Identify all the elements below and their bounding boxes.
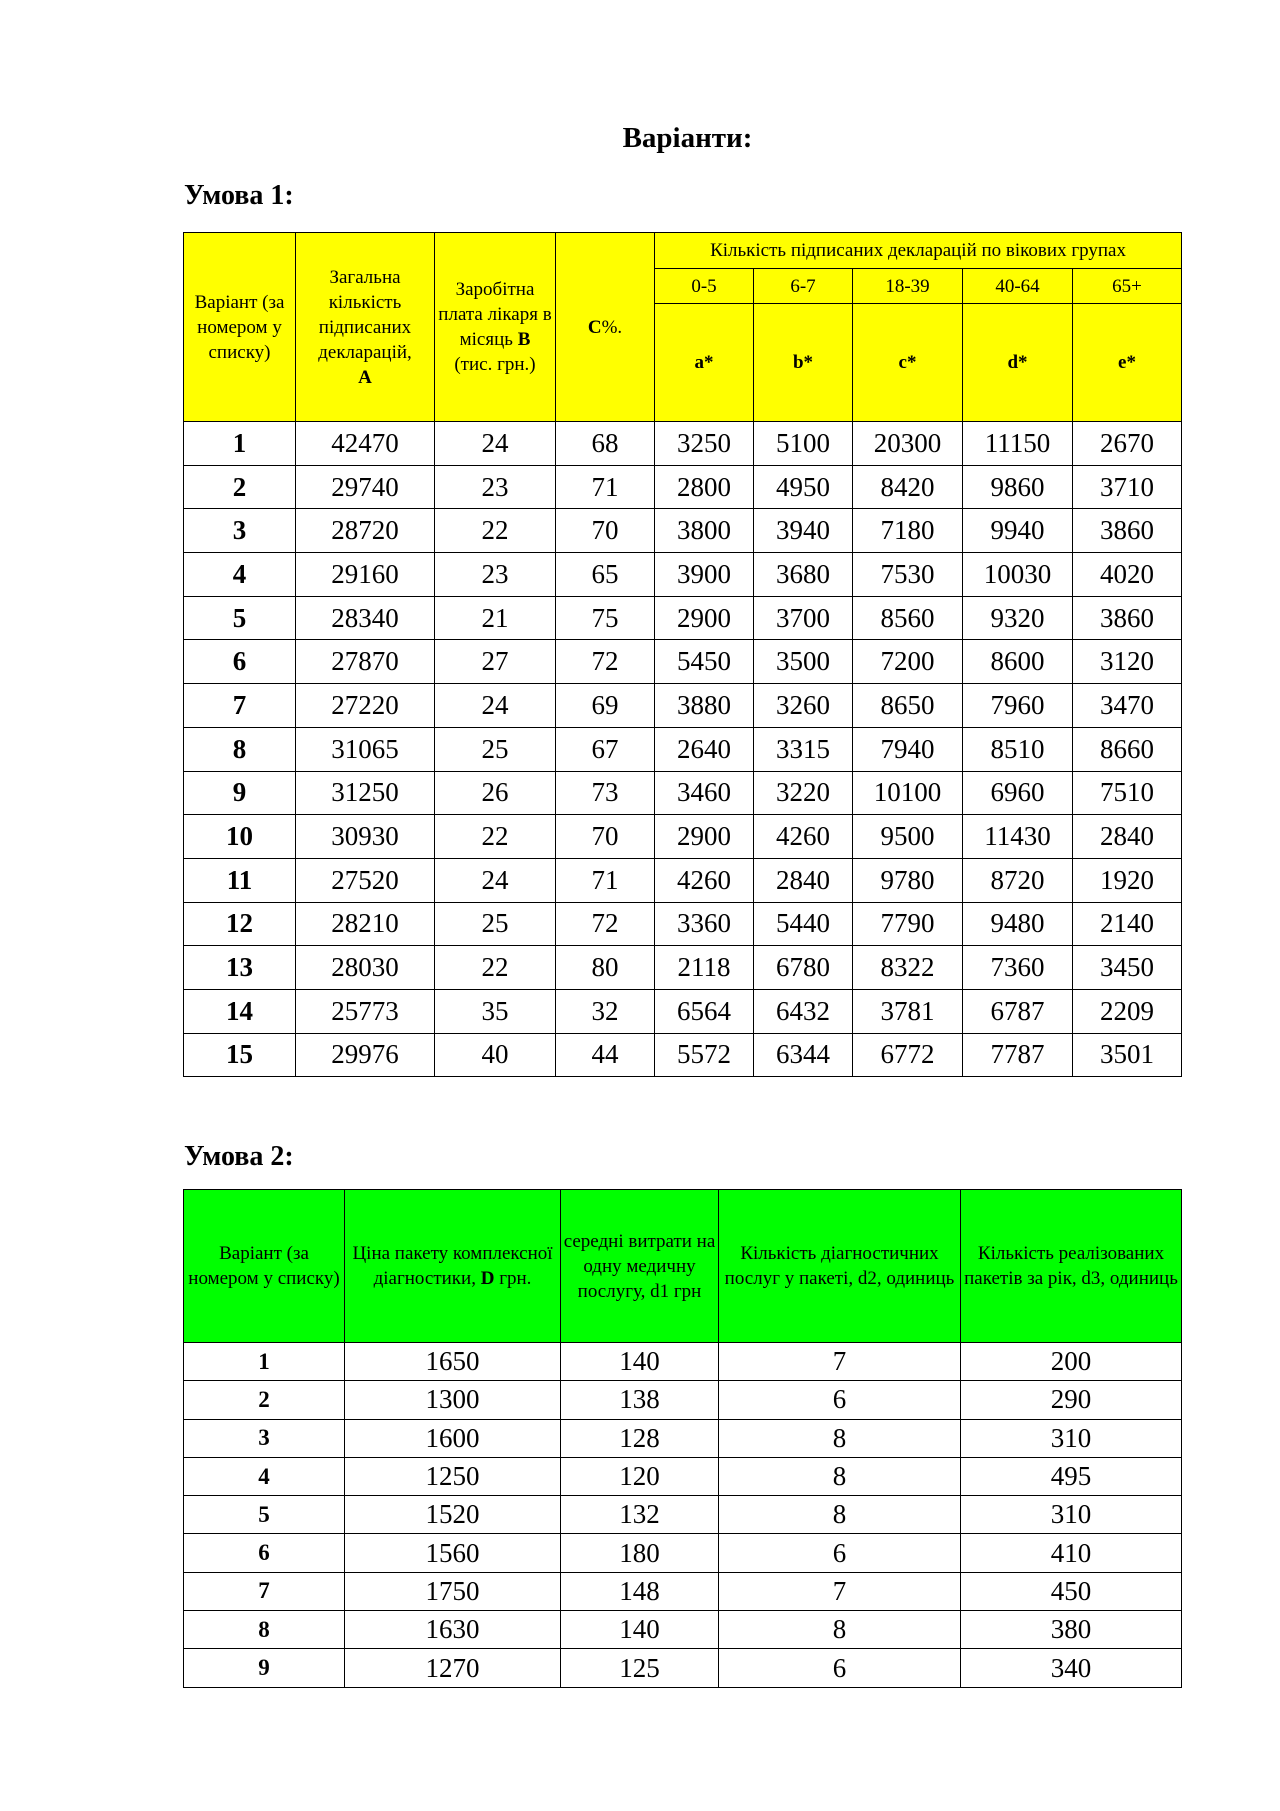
- table-cell: 8: [719, 1496, 961, 1534]
- table-cell: 67: [556, 727, 655, 771]
- table-cell: 7940: [853, 727, 963, 771]
- variant-number-cell: 2: [184, 465, 296, 509]
- variant-number-cell: 8: [184, 1611, 345, 1649]
- table-cell: 3880: [655, 684, 754, 728]
- table-cell: 28030: [296, 946, 435, 990]
- table-cell: 2800: [655, 465, 754, 509]
- table-row: [184, 640, 1182, 684]
- table-cell: 2670: [1073, 422, 1182, 466]
- table-cell: 8660: [1073, 727, 1182, 771]
- table-cell: 3500: [754, 640, 853, 684]
- table-cell: 70: [556, 815, 655, 859]
- table-row: [184, 858, 1182, 902]
- table-cell: 3260: [754, 684, 853, 728]
- age-group-0-5: 0-5: [655, 269, 754, 304]
- table-cell: 23: [435, 465, 556, 509]
- table-cell: 8: [719, 1419, 961, 1457]
- table-cell: 20300: [853, 422, 963, 466]
- table-cell: 450: [961, 1572, 1182, 1610]
- variant-number-cell: 11: [184, 858, 296, 902]
- table-cell: 138: [561, 1381, 719, 1419]
- variant-number-cell: 7: [184, 1572, 345, 1610]
- condition-2-table: [183, 1189, 1182, 1688]
- table-cell: 3800: [655, 509, 754, 553]
- table-cell: 410: [961, 1534, 1182, 1572]
- variant-number-cell: 4: [184, 553, 296, 597]
- age-group-6-7: 6-7: [754, 269, 853, 304]
- table-cell: 8560: [853, 596, 963, 640]
- table-cell: 24: [435, 422, 556, 466]
- table-cell: 3460: [655, 771, 754, 815]
- table-row: [184, 422, 1182, 466]
- table-cell: 380: [961, 1611, 1182, 1649]
- table-cell: 1250: [345, 1457, 561, 1495]
- table-cell: 31065: [296, 727, 435, 771]
- table-cell: 200: [961, 1343, 1182, 1381]
- table-cell: 27870: [296, 640, 435, 684]
- table-cell: 7200: [853, 640, 963, 684]
- table-cell: 28340: [296, 596, 435, 640]
- table-cell: 24: [435, 858, 556, 902]
- variant-number-cell: 4: [184, 1457, 345, 1495]
- table-cell: 1560: [345, 1534, 561, 1572]
- table-cell: 7530: [853, 553, 963, 597]
- table-row: [184, 902, 1182, 946]
- table-cell: 5100: [754, 422, 853, 466]
- variant-number-cell: 1: [184, 1343, 345, 1381]
- variant-number-cell: 5: [184, 1496, 345, 1534]
- table-cell: 21: [435, 596, 556, 640]
- condition-2-body: [184, 1343, 1182, 1688]
- header2-variant: Варіант (за номером у списку): [184, 1190, 345, 1343]
- header-salary-symbol: В: [517, 329, 531, 350]
- table-row: [184, 1381, 1182, 1419]
- table-cell: 5450: [655, 640, 754, 684]
- table-cell: 3860: [1073, 509, 1182, 553]
- table-cell: 69: [556, 684, 655, 728]
- table-cell: 71: [556, 465, 655, 509]
- table-row: [184, 1611, 1182, 1649]
- table-cell: 4020: [1073, 553, 1182, 597]
- age-symbol-b: b*: [754, 304, 853, 422]
- table-cell: 25: [435, 902, 556, 946]
- table-cell: 3940: [754, 509, 853, 553]
- table-cell: 4260: [655, 858, 754, 902]
- table-cell: 3710: [1073, 465, 1182, 509]
- variant-number-cell: 3: [184, 1419, 345, 1457]
- table-cell: 3700: [754, 596, 853, 640]
- table-cell: 23: [435, 553, 556, 597]
- table-cell: 2840: [1073, 815, 1182, 859]
- table-cell: 73: [556, 771, 655, 815]
- table-cell: 4260: [754, 815, 853, 859]
- table-cell: 25: [435, 727, 556, 771]
- table-cell: 24: [435, 684, 556, 728]
- table-cell: 3120: [1073, 640, 1182, 684]
- condition-1-table: [183, 232, 1182, 1077]
- header-total-text: Загальна кількість підписаних декларацій,: [318, 266, 412, 363]
- table-cell: 30930: [296, 815, 435, 859]
- table-cell: 70: [556, 509, 655, 553]
- table-row: [184, 596, 1182, 640]
- table-cell: 29976: [296, 1033, 435, 1077]
- table-cell: 35: [435, 989, 556, 1033]
- table-row: [184, 1649, 1182, 1687]
- table-cell: 2140: [1073, 902, 1182, 946]
- table-cell: 29160: [296, 553, 435, 597]
- table-cell: 340: [961, 1649, 1182, 1687]
- variant-number-cell: 5: [184, 596, 296, 640]
- header-c-percent: [556, 233, 655, 422]
- table-cell: 1650: [345, 1343, 561, 1381]
- table-row: [184, 1419, 1182, 1457]
- table-cell: 22: [435, 509, 556, 553]
- variant-number-cell: 1: [184, 422, 296, 466]
- table-cell: 25773: [296, 989, 435, 1033]
- table-cell: 3250: [655, 422, 754, 466]
- table-cell: 8420: [853, 465, 963, 509]
- table-cell: 31250: [296, 771, 435, 815]
- table-cell: 75: [556, 596, 655, 640]
- table-row: [184, 1033, 1182, 1077]
- table-cell: 65: [556, 553, 655, 597]
- table-cell: 27: [435, 640, 556, 684]
- header-total-symbol: А: [358, 366, 372, 388]
- table-cell: 3860: [1073, 596, 1182, 640]
- table-cell: 8322: [853, 946, 963, 990]
- table-cell: 9500: [853, 815, 963, 859]
- table-row: [184, 989, 1182, 1033]
- table-row: [184, 1534, 1182, 1572]
- table-cell: 140: [561, 1343, 719, 1381]
- variant-number-cell: 13: [184, 946, 296, 990]
- table-cell: 3900: [655, 553, 754, 597]
- variant-number-cell: 9: [184, 771, 296, 815]
- table-cell: 2640: [655, 727, 754, 771]
- header2-price-text: Ціна пакету комплексної діагностики,: [352, 1243, 553, 1289]
- table-cell: 6564: [655, 989, 754, 1033]
- age-group-65-plus: 65+: [1073, 269, 1182, 304]
- age-symbol-d: d*: [963, 304, 1073, 422]
- table-cell: 72: [556, 640, 655, 684]
- table-cell: 2900: [655, 815, 754, 859]
- table-cell: 2900: [655, 596, 754, 640]
- table-cell: 3315: [754, 727, 853, 771]
- age-symbol-a: a*: [655, 304, 754, 422]
- table-cell: 7180: [853, 509, 963, 553]
- table-cell: 3501: [1073, 1033, 1182, 1077]
- variant-number-cell: 9: [184, 1649, 345, 1687]
- table-cell: 310: [961, 1419, 1182, 1457]
- table-cell: 1630: [345, 1611, 561, 1649]
- table-cell: 148: [561, 1572, 719, 1610]
- table-row: [184, 815, 1182, 859]
- variant-number-cell: 15: [184, 1033, 296, 1077]
- header2-services: Кількість діагностичних послуг у пакеті, d2, одиниць: [719, 1190, 961, 1343]
- table-cell: 3450: [1073, 946, 1182, 990]
- table-row: [184, 509, 1182, 553]
- table-cell: 71: [556, 858, 655, 902]
- header-salary-text: Заробітна плата лікаря в місяць: [438, 279, 552, 350]
- table-cell: 2209: [1073, 989, 1182, 1033]
- table-cell: 495: [961, 1457, 1182, 1495]
- condition-1-body: [184, 422, 1182, 1077]
- table-cell: 9480: [963, 902, 1073, 946]
- table-cell: 10030: [963, 553, 1073, 597]
- table-cell: 28210: [296, 902, 435, 946]
- header-c-symbol: С: [587, 316, 602, 338]
- condition-2-heading: Умова 2:: [184, 1141, 294, 1172]
- table-cell: 5440: [754, 902, 853, 946]
- table-cell: 6787: [963, 989, 1073, 1033]
- table-cell: 10100: [853, 771, 963, 815]
- table-cell: 8: [719, 1611, 961, 1649]
- table-cell: 1920: [1073, 858, 1182, 902]
- table-row: [184, 771, 1182, 815]
- header-salary-unit: (тис. грн.): [454, 354, 536, 375]
- table-row: [184, 684, 1182, 728]
- age-group-40-64: 40-64: [963, 269, 1073, 304]
- table-cell: 44: [556, 1033, 655, 1077]
- table-cell: 9860: [963, 465, 1073, 509]
- table-cell: 8720: [963, 858, 1073, 902]
- table-cell: 2840: [754, 858, 853, 902]
- table-cell: 3220: [754, 771, 853, 815]
- table-cell: 310: [961, 1496, 1182, 1534]
- variant-number-cell: 10: [184, 815, 296, 859]
- table-cell: 7: [719, 1572, 961, 1610]
- variant-number-cell: 12: [184, 902, 296, 946]
- page-title: Варіанти:: [622, 122, 753, 154]
- table-cell: 22: [435, 946, 556, 990]
- table-cell: 6780: [754, 946, 853, 990]
- table-cell: 8600: [963, 640, 1073, 684]
- header-c-unit: %.: [601, 316, 623, 338]
- variant-number-cell: 7: [184, 684, 296, 728]
- table-cell: 42470: [296, 422, 435, 466]
- table-cell: 1270: [345, 1649, 561, 1687]
- table-cell: 3781: [853, 989, 963, 1033]
- table-cell: 1520: [345, 1496, 561, 1534]
- condition-1-heading: Умова 1:: [184, 180, 294, 211]
- variant-number-cell: 8: [184, 727, 296, 771]
- variant-number-cell: 2: [184, 1381, 345, 1419]
- header-variant: Варіант (за номером у списку): [184, 233, 296, 422]
- table-row: [184, 465, 1182, 509]
- table-cell: 27220: [296, 684, 435, 728]
- table-cell: 7510: [1073, 771, 1182, 815]
- variant-number-cell: 14: [184, 989, 296, 1033]
- table-row: [184, 1572, 1182, 1610]
- table-cell: 7787: [963, 1033, 1073, 1077]
- age-symbol-e: e*: [1073, 304, 1182, 422]
- table-cell: 8: [719, 1457, 961, 1495]
- table-cell: 4950: [754, 465, 853, 509]
- table-cell: 9320: [963, 596, 1073, 640]
- table-row: [184, 727, 1182, 771]
- table-cell: 11150: [963, 422, 1073, 466]
- table-cell: 32: [556, 989, 655, 1033]
- table-cell: 1750: [345, 1572, 561, 1610]
- variant-number-cell: 3: [184, 509, 296, 553]
- table-cell: 290: [961, 1381, 1182, 1419]
- table-cell: 72: [556, 902, 655, 946]
- header2-packages: Кількість реалізованих пакетів за рік, d3, одиниць: [961, 1190, 1182, 1343]
- table-cell: 9780: [853, 858, 963, 902]
- age-group-18-39: 18-39: [853, 269, 963, 304]
- table-cell: 68: [556, 422, 655, 466]
- table-cell: 6: [719, 1534, 961, 1572]
- table-row: [184, 553, 1182, 597]
- table-cell: 11430: [963, 815, 1073, 859]
- header-salary: [435, 233, 556, 422]
- table-cell: 7360: [963, 946, 1073, 990]
- table-cell: 3360: [655, 902, 754, 946]
- table-cell: 80: [556, 946, 655, 990]
- age-symbol-c: c*: [853, 304, 963, 422]
- table-cell: 22: [435, 815, 556, 859]
- table-cell: 6: [719, 1381, 961, 1419]
- table-cell: 7960: [963, 684, 1073, 728]
- table-cell: 8510: [963, 727, 1073, 771]
- table-cell: 180: [561, 1534, 719, 1572]
- table-row: [184, 1343, 1182, 1381]
- table-row: [184, 1496, 1182, 1534]
- header-total-declarations: [296, 233, 435, 422]
- table-cell: 7: [719, 1343, 961, 1381]
- table-cell: 8650: [853, 684, 963, 728]
- table-cell: 132: [561, 1496, 719, 1534]
- table-cell: 120: [561, 1457, 719, 1495]
- table-cell: 40: [435, 1033, 556, 1077]
- header2-cost: середні витрати на одну медичну послугу, d1 грн: [561, 1190, 719, 1343]
- table-row: [184, 1457, 1182, 1495]
- table-cell: 6344: [754, 1033, 853, 1077]
- table-cell: 1600: [345, 1419, 561, 1457]
- table-cell: 2118: [655, 946, 754, 990]
- table-cell: 6432: [754, 989, 853, 1033]
- table-cell: 27520: [296, 858, 435, 902]
- table-cell: 29740: [296, 465, 435, 509]
- table-cell: 28720: [296, 509, 435, 553]
- table-cell: 6960: [963, 771, 1073, 815]
- table-cell: 6772: [853, 1033, 963, 1077]
- table-cell: 3680: [754, 553, 853, 597]
- table-cell: 9940: [963, 509, 1073, 553]
- table-cell: 125: [561, 1649, 719, 1687]
- header2-price-unit: грн.: [499, 1268, 532, 1289]
- table-row: [184, 946, 1182, 990]
- table-cell: 3470: [1073, 684, 1182, 728]
- table-cell: 140: [561, 1611, 719, 1649]
- table-cell: 6: [719, 1649, 961, 1687]
- variant-number-cell: 6: [184, 640, 296, 684]
- header2-price-symbol: D: [480, 1268, 495, 1289]
- table-cell: 5572: [655, 1033, 754, 1077]
- table-cell: 128: [561, 1419, 719, 1457]
- table-cell: 26: [435, 771, 556, 815]
- variant-number-cell: 6: [184, 1534, 345, 1572]
- header2-price: [345, 1190, 561, 1343]
- header-age-groups: Кількість підписаних декларацій по вікових групах: [655, 233, 1182, 269]
- table-cell: 7790: [853, 902, 963, 946]
- table-cell: 1300: [345, 1381, 561, 1419]
